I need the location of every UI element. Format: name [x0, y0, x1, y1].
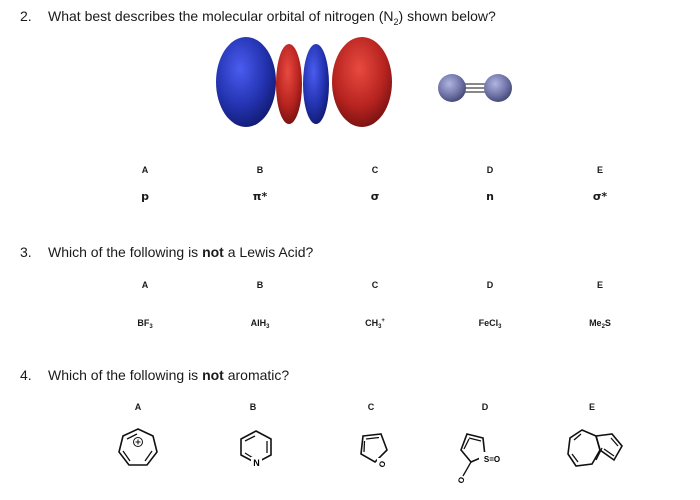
- answer-choice: $BF_3$: [137, 318, 153, 330]
- structure-d-thiophene-oxide: [455, 430, 515, 486]
- option-letter: A: [134, 402, 142, 412]
- option-letter: B: [256, 280, 264, 290]
- answer-choice: σ: [370, 190, 380, 203]
- orbital-lobe-outer-right: [332, 37, 392, 127]
- structure-a-tropylium: [115, 425, 161, 471]
- answer-choice: p: [141, 190, 149, 203]
- n2-molecule-model: [430, 68, 520, 108]
- option-letter: E: [588, 402, 596, 412]
- atom-label: S=O: [483, 455, 501, 464]
- question-number: 3.: [20, 244, 32, 260]
- answer-choice: π*: [252, 190, 268, 203]
- answer-choice: n: [486, 190, 494, 203]
- option-letter: D: [486, 165, 494, 175]
- atom-label: O: [456, 475, 467, 485]
- question-number: 4.: [20, 367, 32, 383]
- answer-choice: AlH$_3$: [250, 318, 270, 330]
- structure-c-furan: [355, 430, 391, 472]
- option-letter: A: [141, 280, 149, 290]
- question-3-prompt: 3. Which of the following is not a Lewis Acid?: [20, 244, 314, 260]
- option-letter: C: [371, 165, 379, 175]
- nitrogen-atom: [438, 74, 466, 102]
- option-letter: B: [256, 165, 264, 175]
- option-letter: D: [486, 280, 494, 290]
- option-letter: C: [367, 402, 375, 412]
- structure-b-pyridine: [236, 427, 276, 471]
- question-4-prompt: 4. Which of the following is not aromatic?: [20, 367, 290, 383]
- answer-choice: $CH_3^+$: [365, 318, 385, 330]
- option-letter: E: [596, 280, 604, 290]
- option-letter: C: [371, 280, 379, 290]
- option-letter: D: [481, 402, 489, 412]
- question-number: 2.: [20, 8, 32, 24]
- option-letter: A: [141, 165, 149, 175]
- orbital-lobe-outer-left: [216, 37, 276, 127]
- atom-label: N: [253, 458, 260, 468]
- atom-label: O: [377, 459, 388, 469]
- answer-choice: $Me_2S$: [589, 318, 611, 330]
- structure-e-azulene: [564, 426, 634, 474]
- molecular-orbital-image: [210, 30, 400, 135]
- nitrogen-atom: [484, 74, 512, 102]
- orbital-lobe-inner-right: [303, 44, 329, 124]
- answer-choice: σ*: [592, 190, 608, 203]
- option-letter: B: [249, 402, 257, 412]
- question-2-prompt: 2. What best describes the molecular orbital of nitrogen $(N_2)$ shown below?: [20, 8, 496, 27]
- orbital-lobe-inner-left: [276, 44, 302, 124]
- option-letter: E: [596, 165, 604, 175]
- answer-choice: FeCl$_3$: [478, 318, 502, 330]
